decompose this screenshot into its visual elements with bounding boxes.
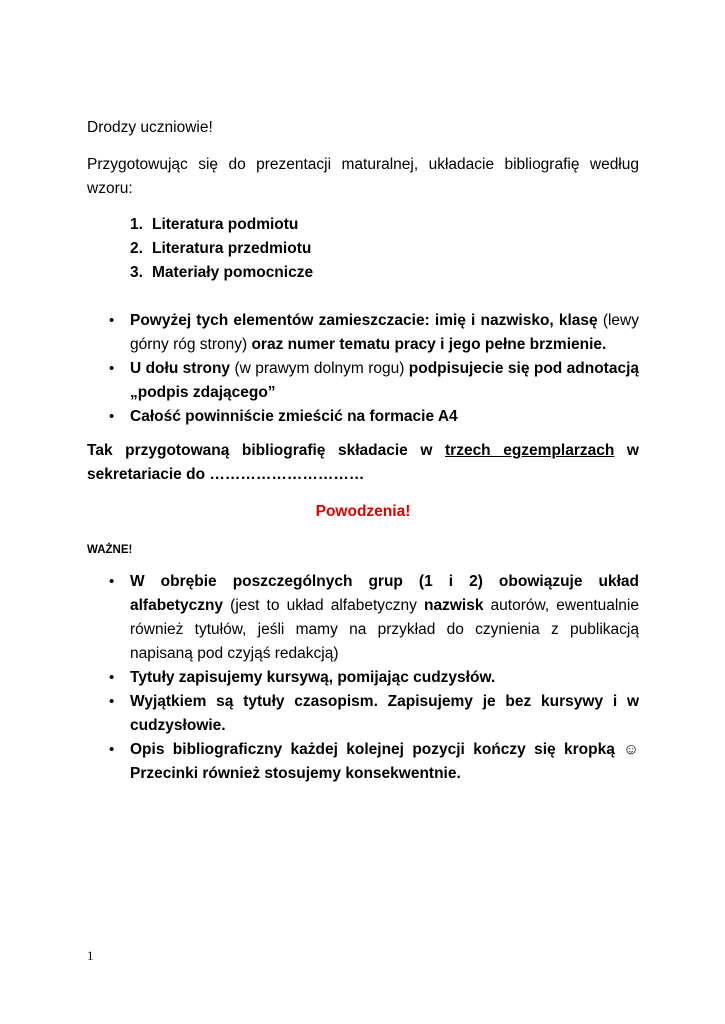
list-item: 2. Literatura przedmiotu bbox=[130, 240, 312, 257]
list-item: • U dołu strony (w prawym dolnym rogu) podpisujecie się pod adnotacją „podpis zdającego” bbox=[87, 357, 639, 405]
rules-list bbox=[87, 570, 639, 786]
list-item: • W obrębie poszczególnych grup (1 i 2) obowiązuje układ alfabetyczny (jest to układ alfabetyczny nazwisk autorów, ewentualnie również tytułów, jeśli mamy na przykład do czynienia z publikacją napisaną pod czyjąś redakcją) bbox=[87, 570, 639, 666]
bullet-icon: • bbox=[109, 360, 115, 377]
good-luck-heading: Powodzenia! bbox=[315, 503, 411, 520]
list-item: 1. Literatura podmiotu bbox=[130, 216, 299, 233]
document-page bbox=[87, 116, 639, 786]
bullet-icon: • bbox=[109, 669, 115, 686]
submission-paragraph: Tak przygotowaną bibliografię składacie w trzech egzemplarzach w sekretariacie do ………………………… bbox=[87, 442, 639, 483]
bullet-icon: • bbox=[109, 312, 115, 329]
bullet-icon: • bbox=[109, 573, 115, 590]
list-item: • Tytuły zapisujemy kursywą, pomijając cudzysłów. bbox=[87, 666, 639, 690]
numbered-list bbox=[87, 213, 639, 285]
list-item: • Wyjątkiem są tytuły czasopism. Zapisujemy je bez kursywy i w cudzysłowie. bbox=[87, 690, 639, 738]
greeting: Drodzy uczniowie! bbox=[87, 119, 213, 136]
instructions-list bbox=[87, 309, 639, 429]
list-item: 3. Materiały pomocnicze bbox=[130, 264, 314, 281]
important-label: WAŻNE! bbox=[87, 544, 133, 556]
bullet-icon: • bbox=[109, 693, 115, 710]
list-item: • Całość powinniście zmieścić na formacie A4 bbox=[87, 405, 639, 429]
list-item: • Powyżej tych elementów zamieszczacie: imię i nazwisko, klasę (lewy górny róg strony) oraz numer tematu pracy i jego pełne brzmienie. bbox=[87, 309, 639, 357]
bullet-icon: • bbox=[109, 408, 115, 425]
bullet-icon: • bbox=[109, 741, 115, 758]
underlined-text: trzech egzemplarzach bbox=[445, 442, 615, 459]
page-number: 1 bbox=[87, 948, 94, 963]
intro-paragraph: Przygotowując się do prezentacji maturalnej, układacie bibliografię według wzoru: bbox=[87, 156, 639, 197]
list-item: • Opis bibliograficzny każdej kolejnej pozycji kończy się kropką ☺ Przecinki również stosujemy konsekwentnie. bbox=[87, 738, 639, 786]
